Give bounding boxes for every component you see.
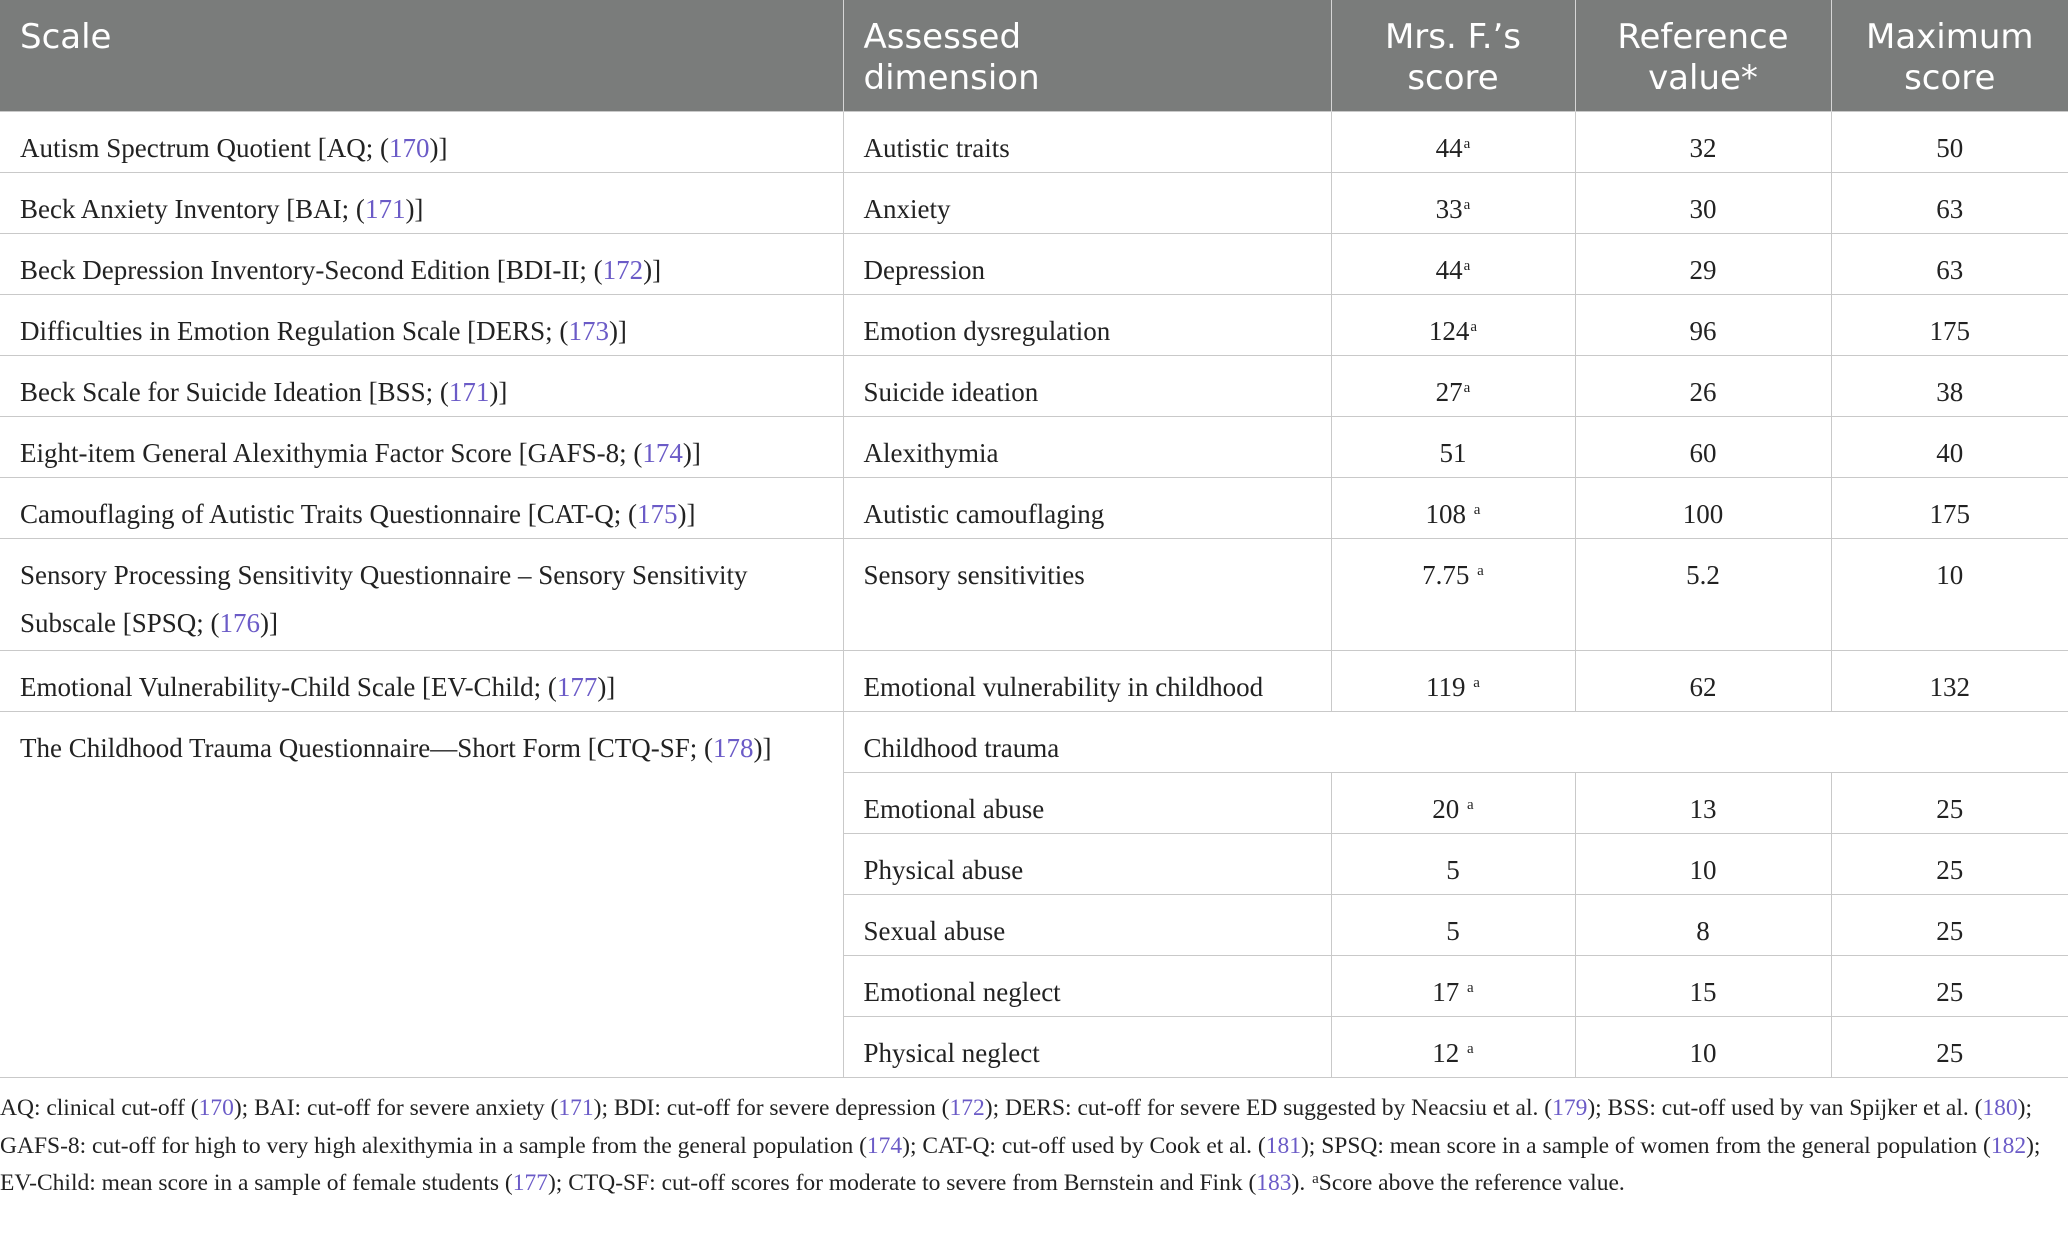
dimension-cell: Alexithymia <box>843 417 1331 478</box>
maximum-cell: 25 <box>1831 773 2068 834</box>
citation-link[interactable]: 174 <box>866 1132 903 1159</box>
reference-cell: 5.2 <box>1575 539 1831 651</box>
maximum-cell: 132 <box>1831 651 2068 712</box>
maximum-cell: 40 <box>1831 417 2068 478</box>
table-row <box>0 356 2068 417</box>
scale-cell: Difficulties in Emotion Regulation Scale [DERS; (173)] <box>0 295 843 356</box>
score-cell: 7.75 $^a$ <box>1331 539 1575 651</box>
header-score: Mrs. F.’s score <box>1331 0 1575 112</box>
table-row <box>0 295 2068 356</box>
reference-cell: 26 <box>1575 356 1831 417</box>
reference-cell: 62 <box>1575 651 1831 712</box>
above-reference-marker: a <box>1477 563 1484 579</box>
citation-link[interactable]: 176 <box>219 608 261 638</box>
reference-cell: 96 <box>1575 295 1831 356</box>
reference-cell: 29 <box>1575 234 1831 295</box>
dimension-cell: Physical neglect <box>843 1017 1331 1078</box>
scale-cell: Emotional Vulnerability-Child Scale [EV-Child; (177)] <box>0 651 843 712</box>
citation-link[interactable]: 171 <box>448 377 490 407</box>
dimension-cell: Anxiety <box>843 173 1331 234</box>
citation-link[interactable]: 175 <box>636 499 678 529</box>
score-cell: 17 $^a$ <box>1331 956 1575 1017</box>
above-reference-marker: a <box>1473 675 1480 691</box>
reference-cell: 15 <box>1575 956 1831 1017</box>
citation-link[interactable]: 179 <box>1552 1095 1588 1121</box>
citation-link[interactable]: 171 <box>364 194 406 224</box>
dimension-cell: Depression <box>843 234 1331 295</box>
citation-link[interactable]: 170 <box>198 1095 234 1121</box>
reference-cell: 100 <box>1575 478 1831 539</box>
score-cell: 44$^a$ <box>1331 112 1575 173</box>
dimension-cell: Suicide ideation <box>843 356 1331 417</box>
above-reference-marker: a <box>1470 319 1478 335</box>
dimension-cell: Autistic traits <box>843 112 1331 173</box>
reference-cell: 10 <box>1575 834 1831 895</box>
dimension-cell: Emotional neglect <box>843 956 1331 1017</box>
score-cell: 20 $^a$ <box>1331 773 1575 834</box>
citation-link[interactable]: 172 <box>949 1095 985 1121</box>
score-cell: 44$^a$ <box>1331 234 1575 295</box>
above-reference-marker: a <box>1467 1041 1474 1057</box>
citation-link[interactable]: 174 <box>642 438 683 468</box>
score-cell: 108 $^a$ <box>1331 478 1575 539</box>
above-reference-marker: a <box>1463 380 1471 396</box>
reference-cell: 30 <box>1575 173 1831 234</box>
reference-cell: 32 <box>1575 112 1831 173</box>
citation-link[interactable]: 170 <box>388 133 430 163</box>
above-reference-marker: a <box>1467 980 1474 996</box>
maximum-cell: 25 <box>1831 895 2068 956</box>
maximum-cell: 175 <box>1831 478 2068 539</box>
above-reference-marker: a <box>1463 136 1471 152</box>
table-row-ctq-group <box>0 712 2068 773</box>
citation-link[interactable]: 182 <box>1990 1132 2027 1159</box>
above-reference-marker: a <box>1463 258 1471 274</box>
dimension-cell: Autistic camouflaging <box>843 478 1331 539</box>
above-reference-marker: a <box>1312 1171 1319 1187</box>
table-row <box>0 539 2068 651</box>
maximum-cell: 25 <box>1831 956 2068 1017</box>
citation-link[interactable]: 183 <box>1256 1170 1292 1196</box>
citation-link[interactable]: 177 <box>556 672 598 702</box>
citation-link[interactable]: 177 <box>512 1170 548 1196</box>
above-reference-marker: a <box>1467 797 1474 813</box>
header-scale: Scale <box>0 0 843 112</box>
score-cell: 5 <box>1331 895 1575 956</box>
group-label-cell: Childhood trauma <box>843 712 2068 773</box>
score-cell: 119 $^a$ <box>1331 651 1575 712</box>
citation-link[interactable]: 171 <box>558 1095 594 1121</box>
scale-cell: Beck Scale for Suicide Ideation [BSS; (171)] <box>0 356 843 417</box>
score-cell: 27$^a$ <box>1331 356 1575 417</box>
table-row <box>0 417 2068 478</box>
maximum-cell: 38 <box>1831 356 2068 417</box>
citation-link[interactable]: 178 <box>712 733 754 763</box>
maximum-cell: 63 <box>1831 234 2068 295</box>
score-cell: 12 $^a$ <box>1331 1017 1575 1078</box>
scale-cell: Beck Anxiety Inventory [BAI; (171)] <box>0 173 843 234</box>
header-reference: Reference value* <box>1575 0 1831 112</box>
scale-cell: Autism Spectrum Quotient [AQ; (170)] <box>0 112 843 173</box>
reference-cell: 8 <box>1575 895 1831 956</box>
dimension-cell: Sexual abuse <box>843 895 1331 956</box>
citation-link[interactable]: 173 <box>568 316 609 346</box>
maximum-cell: 25 <box>1831 1017 2068 1078</box>
score-cell: 5 <box>1331 834 1575 895</box>
header-maximum: Maximum score <box>1831 0 2068 112</box>
scale-cell: The Childhood Trauma Questionnaire—Short Form [CTQ-SF; (178)] <box>0 712 843 1078</box>
table-row <box>0 478 2068 539</box>
table-row <box>0 112 2068 173</box>
maximum-cell: 10 <box>1831 539 2068 651</box>
reference-cell: 13 <box>1575 773 1831 834</box>
reference-cell: 10 <box>1575 1017 1831 1078</box>
dimension-cell: Emotional vulnerability in childhood <box>843 651 1331 712</box>
maximum-cell: 175 <box>1831 295 2068 356</box>
scale-cell: Camouflaging of Autistic Traits Questionnaire [CAT-Q; (175)] <box>0 478 843 539</box>
maximum-cell: 63 <box>1831 173 2068 234</box>
maximum-cell: 25 <box>1831 834 2068 895</box>
score-cell: 33$^a$ <box>1331 173 1575 234</box>
table-header <box>0 0 2068 112</box>
scale-cell: Eight-item General Alexithymia Factor Score [GAFS-8; (174)] <box>0 417 843 478</box>
dimension-cell: Physical abuse <box>843 834 1331 895</box>
above-reference-marker: a <box>1473 502 1481 518</box>
table-footnote: AQ: clinical cut-off (170); BAI: cut-off for severe anxiety (171); BDI: cut-off for severe depression (172); DERS: cut-off for severe ED suggested by Neacsiu et al. (179); BSS: cut-off used by van Spijker et al. (180); GAFS-8: cut-off for high to very high alexithymia in a sample from the general population (174); CAT-Q: cut-off used by Cook et al. (181); SPSQ: mean score in a sample of women from the general population (182); EV-Child: mean score in a sample of female students (177); CTQ-SF: cut-off scores for moderate to severe from Bernstein and Fink (183). $^a$Score above the reference value. <box>0 1095 2041 1196</box>
score-cell: 51 <box>1331 417 1575 478</box>
citation-link[interactable]: 181 <box>1265 1132 1301 1159</box>
dimension-cell: Emotional abuse <box>843 773 1331 834</box>
table-row <box>0 234 2068 295</box>
header-dimension: Assessed dimension <box>843 0 1331 112</box>
dimension-cell: Sensory sensitivities <box>843 539 1331 651</box>
score-cell: 124$^a$ <box>1331 295 1575 356</box>
citation-link[interactable]: 172 <box>602 255 644 285</box>
citation-link[interactable]: 180 <box>1982 1095 2018 1121</box>
above-reference-marker: a <box>1463 197 1471 213</box>
table-row <box>0 173 2068 234</box>
scale-cell: Beck Depression Inventory-Second Edition [BDI-II; (172)] <box>0 234 843 295</box>
maximum-cell: 50 <box>1831 112 2068 173</box>
table-row <box>0 651 2068 712</box>
scale-cell: Sensory Processing Sensitivity Questionnaire – Sensory Sensitivity Subscale [SPSQ; (176)] <box>0 539 843 651</box>
dimension-cell: Emotion dysregulation <box>843 295 1331 356</box>
reference-cell: 60 <box>1575 417 1831 478</box>
